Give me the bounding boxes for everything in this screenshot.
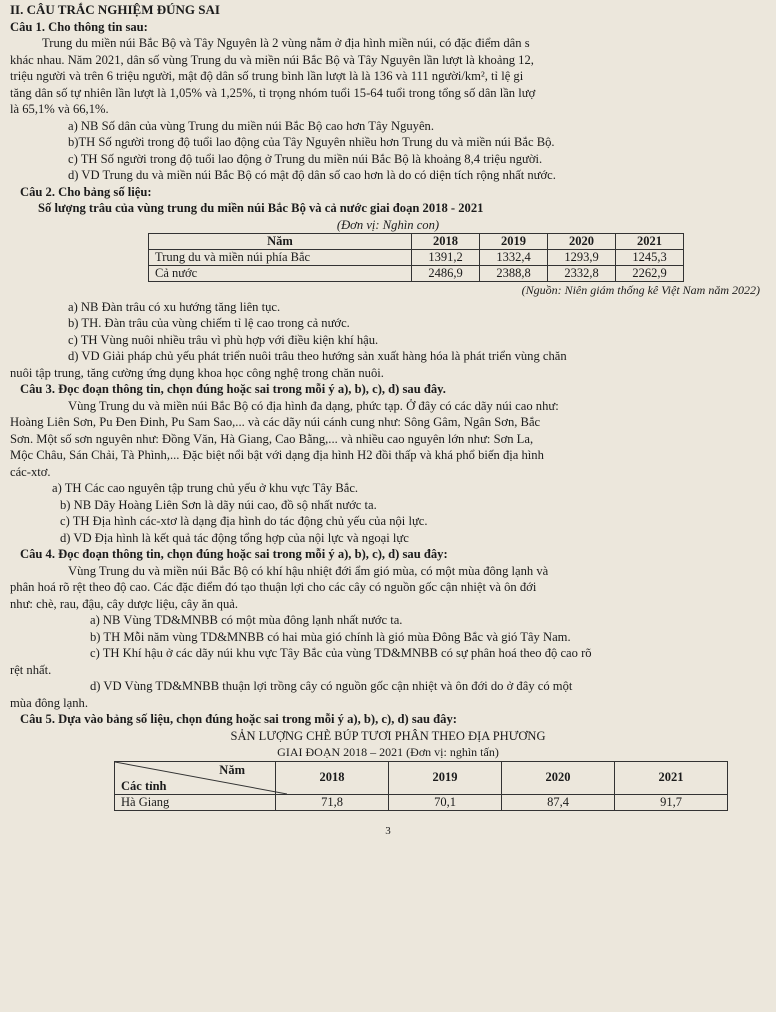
table-cell: 87,4 xyxy=(502,794,615,810)
q4-paragraph-line: phân hoá rõ rệt theo độ cao. Các đặc điểm đó tạo thuận lợi cho các cây có nguồn gốc cận nhiệt và ôn đới xyxy=(10,580,537,594)
q3-paragraph-line: các-xtơ. xyxy=(10,464,51,479)
table-cell: 2388,8 xyxy=(480,266,548,282)
q2-option-a: a) NB Đàn trâu có xu hướng tăng liên tục. xyxy=(68,299,281,314)
table-header-province: Các tỉnh xyxy=(121,778,167,793)
section-title: II. CÂU TRẮC NGHIỆM ĐÚNG SAI xyxy=(10,2,220,17)
table-row xyxy=(149,250,684,266)
table-cell: 70,1 xyxy=(389,794,502,810)
q2-unit: (Đơn vị: Nghìn con) xyxy=(336,217,440,232)
table-header-cell: 2020 xyxy=(502,761,615,794)
table-row xyxy=(149,234,684,250)
q2-option-d: d) VD Giải pháp chủ yếu phát triển nuôi trâu theo hướng sản xuất hàng hóa là phát triển vùng chăn xyxy=(68,349,567,363)
table-cell: 2486,9 xyxy=(412,266,480,282)
q2-option-b: b) TH. Đàn trâu của vùng chiếm tỉ lệ cao trong cả nước. xyxy=(68,316,350,330)
document-page xyxy=(0,2,776,1012)
q1-paragraph-line: triệu người và trên 6 triệu người, mật độ dân số trung bình lần lượt là là 136 và 111 người/km², tỉ lệ gi xyxy=(10,69,524,83)
q4-option-d-continued: mùa đông lạnh. xyxy=(10,695,88,710)
table-header-cell: 2019 xyxy=(480,234,548,250)
q2-table-title: Số lượng trâu của vùng trung du miền núi Bắc Bộ và cả nước giai đoạn 2018 - 2021 xyxy=(38,201,484,215)
table-cell: 71,8 xyxy=(276,794,389,810)
table-row xyxy=(149,266,684,282)
table-cell: 2262,9 xyxy=(616,266,684,282)
q2-option-d-continued: nuôi tập trung, tăng cường ứng dụng khoa học công nghệ trong chăn nuôi. xyxy=(10,365,384,380)
q5-table-title: SẢN LƯỢNG CHÈ BÚP TƯƠI PHÂN THEO ĐỊA PHƯƠNG xyxy=(230,728,546,743)
table-header-cell: 2021 xyxy=(616,234,684,250)
table-cell: Trung du và miền núi phía Bắc xyxy=(149,250,412,266)
q4-option-a: a) NB Vùng TD&MNBB có một mùa đông lạnh nhất nước ta. xyxy=(90,613,403,627)
table-corner-cell xyxy=(115,761,276,794)
q1-title: Câu 1. Cho thông tin sau: xyxy=(10,19,148,34)
q5-table-subtitle: GIAI ĐOẠN 2018 – 2021 (Đơn vị: nghìn tấn) xyxy=(277,745,499,759)
q3-option-d: d) VD Địa hình là kết quả tác động tổng hợp của nội lực và ngoại lực xyxy=(60,530,409,545)
table-header-cell: Năm xyxy=(149,234,412,250)
table-header-cell: 2019 xyxy=(389,761,502,794)
q1-option-c: c) TH Số người trong độ tuổi lao động ở Trung du miền núi Bắc Bộ là khoảng 8,4 triệu người. xyxy=(68,151,543,166)
table-cell: 1293,9 xyxy=(548,250,616,266)
page-number: 3 xyxy=(385,824,391,837)
q2-title: Câu 2. Cho bảng số liệu: xyxy=(20,184,152,199)
q3-title: Câu 3. Đọc đoạn thông tin, chọn đúng hoặc sai trong mỗi ý a), b), c), d) sau đây. xyxy=(20,382,446,396)
q4-option-b: b) TH Mỗi năm vùng TD&MNBB có hai mùa gió chính là gió mùa Đông Bắc và gió Tây Nam. xyxy=(90,629,571,644)
q4-paragraph-line: như: chè, rau, đậu, cây dược liệu, cây ăn quả. xyxy=(10,596,239,611)
q5-table xyxy=(114,761,728,811)
q3-option-a: a) TH Các cao nguyên tập trung chủ yếu ở khu vực Tây Bắc. xyxy=(52,481,359,495)
q5-title: Câu 5. Dựa vào bảng số liệu, chọn đúng hoặc sai trong mỗi ý a), b), c), d) sau đây: xyxy=(20,712,457,726)
q4-title: Câu 4. Đọc đoạn thông tin, chọn đúng hoặc sai trong mỗi ý a), b), c), d) sau đây: xyxy=(20,547,448,561)
table-cell: 91,7 xyxy=(615,794,728,810)
q3-option-b: b) NB Dãy Hoàng Liên Sơn là dãy núi cao, đồ sộ nhất nước ta. xyxy=(60,497,377,512)
table-header-year: Năm xyxy=(219,762,245,777)
table-header-cell: 2018 xyxy=(412,234,480,250)
table-cell: 1245,3 xyxy=(616,250,684,266)
q1-option-a: a) NB Số dân của vùng Trung du miền núi Bắc Bộ cao hơn Tây Nguyên. xyxy=(68,118,435,133)
q2-option-c: c) TH Vùng nuôi nhiều trâu vì phù hợp với điều kiện khí hậu. xyxy=(68,332,379,347)
q4-option-c: c) TH Khí hậu ở các dãy núi khu vực Tây Bắc của vùng TD&MNBB có sự phân hoá theo độ cao rõ xyxy=(90,646,592,660)
table-cell: 2332,8 xyxy=(548,266,616,282)
q1-paragraph-line: khác nhau. Năm 2021, dân số vùng Trung du và miền núi Bắc Bộ và Tây Nguyên lần lượt là khoảng 12, xyxy=(10,52,534,67)
table-cell: Hà Giang xyxy=(115,794,276,810)
q1-paragraph-line: tăng dân số tự nhiên lần lượt là 1,05% và 1,25%, tỉ trọng nhóm tuổi 15-64 tuổi trong tổng số dân lần lượ xyxy=(10,85,536,100)
table-row xyxy=(115,761,728,794)
table-cell: Cả nước xyxy=(149,266,412,282)
q1-paragraph-line: là 65,1% và 66,1%. xyxy=(10,102,109,116)
q2-source: (Nguồn: Niên giám thống kê Việt Nam năm 2022) xyxy=(521,283,760,297)
q3-paragraph-line: Hoàng Liên Sơn, Pu Đen Đinh, Pu Sam Sao,... và các dãy núi cánh cung như: Sông Gâm, Ngân Sơn, Bắc xyxy=(10,415,541,429)
table-cell: 1391,2 xyxy=(412,250,480,266)
table-cell: 1332,4 xyxy=(480,250,548,266)
q3-paragraph-line: Sơn. Một số sơn nguyên như: Đồng Văn, Hà Giang, Cao Bằng,... và nhiều cao nguyên lớn như: Sơn La, xyxy=(10,431,534,446)
q1-option-d: d) VD Trung du và miền núi Bắc Bộ có mật độ dân số cao hơn là do có diện tích rộng nhất nước. xyxy=(68,168,556,182)
table-row xyxy=(115,794,728,810)
table-header-cell: 2020 xyxy=(548,234,616,250)
q4-paragraph-line: Vùng Trung du và miền núi Bắc Bộ có khí hậu nhiệt đới ẩm gió mùa, có một mùa đông lạnh và xyxy=(68,563,549,578)
table-header-cell: 2021 xyxy=(615,761,728,794)
q2-table xyxy=(148,233,684,282)
q3-paragraph-line: Mộc Châu, Sán Chải, Tà Phình,... Đặc biệt nổi bật với dạng địa hình H2 đồi thấp và khá phổ biến địa hình xyxy=(10,448,544,462)
q1-option-b: b)TH Số người trong độ tuổi lao động của Tây Nguyên nhiều hơn Trung du và miền núi Bắc Bộ. xyxy=(68,135,555,149)
q4-option-d: d) VD Vùng TD&MNBB thuận lợi trồng cây có nguồn gốc cận nhiệt và ôn đới do ở đây có một xyxy=(90,679,573,693)
q3-option-c: c) TH Địa hình các-xtơ là dạng địa hình do tác động chủ yếu của nội lực. xyxy=(60,514,428,528)
q4-option-c-continued: rệt nhất. xyxy=(10,662,52,677)
table-header-cell: 2018 xyxy=(276,761,389,794)
q1-paragraph-line: Trung du miền núi Bắc Bộ và Tây Nguyên là 2 vùng nằm ở địa hình miền núi, có đặc điểm dân s xyxy=(42,36,530,50)
q3-paragraph-line: Vùng Trung du và miền núi Bắc Bộ có địa hình đa dạng, phức tạp. Ở đây có các dãy núi cao như: xyxy=(68,398,559,413)
